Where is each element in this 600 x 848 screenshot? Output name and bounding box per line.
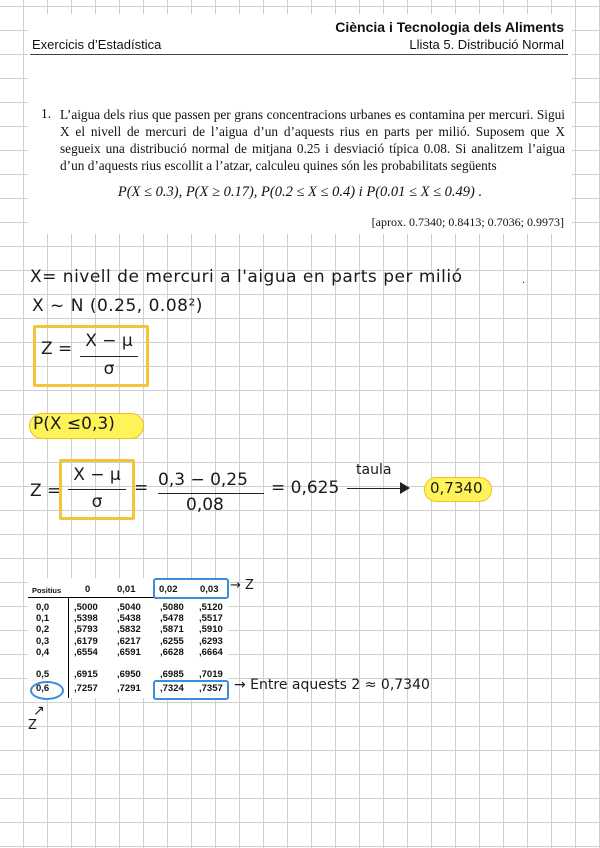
table-cell: ,7357: [199, 683, 223, 694]
table-cell: ,5000: [74, 602, 98, 613]
table-cell: ,5910: [199, 624, 223, 635]
table-cell: ,6664: [199, 647, 223, 658]
z-numerator: X − μ: [73, 465, 121, 485]
table-cell: ,6217: [117, 636, 141, 647]
values-highlight-box: [153, 680, 229, 700]
exercise-sheet: [28, 14, 572, 234]
table-cell: ,7324: [160, 683, 184, 694]
section-title: Exercicis d’Estadística: [32, 37, 162, 52]
table-cell: ,5517: [199, 613, 223, 624]
table-z: 0,1: [36, 613, 50, 624]
z-lhs: Z =: [30, 481, 62, 501]
arrow-line: [347, 488, 402, 489]
formula-box: [33, 325, 149, 387]
table-cell: ,6255: [160, 636, 184, 647]
table-z: 0,3: [36, 636, 50, 647]
problem-answers: [aprox. 0.7340; 0.8413; 0.7036; 0.9973]: [371, 215, 564, 229]
stray-dot: ·: [522, 278, 526, 289]
course-title: Ciència i Tecnologia dels Aliments: [335, 19, 564, 35]
handwritten-definition: X= nivell de mercuri a l'aigua en parts per milió: [30, 267, 463, 287]
between-note: → Entre aquests 2 ≈ 0,7340: [234, 677, 430, 693]
table-cell: ,6179: [74, 636, 98, 647]
table-cell: ,5832: [117, 624, 141, 635]
formula-numerator: X − μ: [85, 331, 133, 351]
row-highlight-oval: [30, 681, 64, 700]
table-cell: ,5438: [117, 613, 141, 624]
table-cell: ,5120: [199, 602, 223, 613]
table-vertical-rule: [68, 598, 69, 698]
table-cell: ,5478: [160, 613, 184, 624]
table-cell: ,5398: [74, 613, 98, 624]
table-z: 0,5: [36, 669, 50, 680]
table-cell: ,6950: [117, 669, 141, 680]
calc-numerator: 0,3 − 0,25: [158, 470, 248, 490]
header-divider: [30, 54, 568, 55]
list-title: Llista 5. Distribució Normal: [409, 37, 564, 52]
table-z: 0,6: [36, 683, 50, 694]
table-cell: ,5080: [160, 602, 184, 613]
table-cell: ,6591: [117, 647, 141, 658]
table-col-header: 0,01: [117, 584, 136, 595]
calc-fraction-bar: [158, 493, 264, 494]
table-cell: ,5040: [117, 602, 141, 613]
arrow-label: taula: [356, 462, 392, 478]
table-cell: ,7257: [74, 683, 98, 694]
table-cell: ,6985: [160, 669, 184, 680]
calc-denominator: 0,08: [186, 495, 224, 515]
handwritten-distribution: X ~ N (0.25, 0.08²): [32, 296, 203, 316]
formula-fraction-bar: [80, 356, 138, 357]
table-z: 0,0: [36, 602, 50, 613]
problem-statement: L’aigua dels rius que passen per grans concentracions urbanes es contamina per mercuri. Sigui X el nivell de mercuri de l’aigua d’un d’aquests rius en parts per milió. Suposem que X segueix una distribució normal de mitjana 0.25 i desviació típica 0.08. Si analitzem l’aigua d’un d’aquests rius escollit a l’atzar, calculeu quines són les probabilitats següents: [60, 107, 565, 173]
arrow-head: [400, 482, 410, 494]
column-highlight-box: [153, 578, 229, 599]
table-cell: ,6915: [74, 669, 98, 680]
problem-equation: P(X ≤ 0.3), P(X ≥ 0.17), P(0.2 ≤ X ≤ 0.4) i P(0.01 ≤ X ≤ 0.49) .: [117, 184, 483, 200]
table-cell: ,6628: [160, 647, 184, 658]
problem-number: 1.: [41, 106, 52, 121]
table-z: 0,2: [36, 624, 50, 635]
row-arrow-label: Z: [28, 718, 37, 733]
table-cell: ,6293: [199, 636, 223, 647]
z-fraction-bar: [68, 489, 126, 490]
table-cell: ,7291: [117, 683, 141, 694]
table-arrow-label: → Z: [230, 578, 254, 593]
table-corner: Positius: [32, 586, 62, 595]
table-cell: ,6554: [74, 647, 98, 658]
calc-result: = 0,625: [271, 478, 340, 498]
formula-lhs: Z =: [41, 339, 73, 359]
equals-sign: =: [134, 478, 149, 498]
table-cell: ,7019: [199, 669, 223, 680]
table-z: 0,4: [36, 647, 50, 658]
z-denominator: σ: [91, 492, 103, 512]
table-cell: ,5793: [74, 624, 98, 635]
table-col-header: 0,03: [200, 584, 219, 595]
up-arrow-icon: ↗: [33, 703, 45, 719]
table-col-header: 0: [85, 584, 91, 595]
z-formula-box: [59, 459, 135, 520]
formula-denominator: σ: [103, 359, 115, 379]
table-col-header: 0,02: [159, 584, 178, 595]
result-value: 0,7340: [430, 479, 483, 497]
probability-label: P(X ≤0,3): [33, 414, 115, 434]
table-cell: ,5871: [160, 624, 184, 635]
